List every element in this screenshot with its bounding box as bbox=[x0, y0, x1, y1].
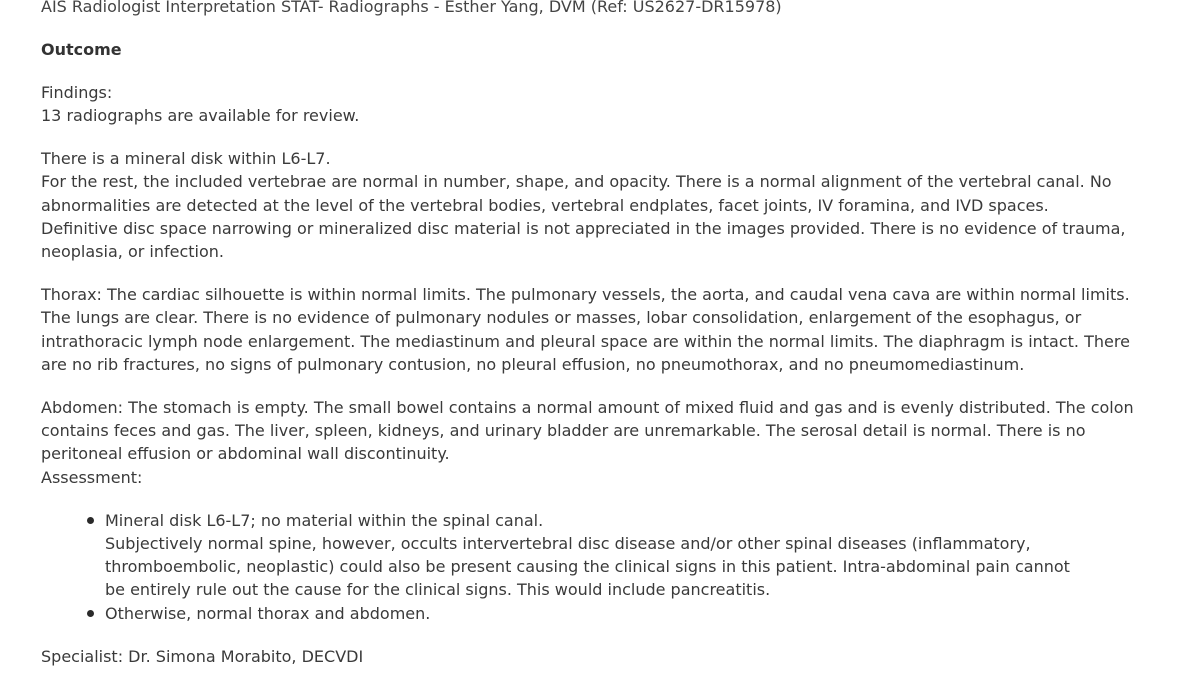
abdomen-paragraph bbox=[41, 396, 1151, 489]
spine-line: neoplasia, or infection. bbox=[41, 242, 224, 262]
outcome-heading-text: Outcome bbox=[41, 40, 122, 60]
spine-line: abnormalities are detected at the level of the vertebral bodies, vertebral endplates, facet joints, IV foramina, and IVD spaces. bbox=[41, 195, 1049, 215]
assessment-item-line: Mineral disk L6-L7; no material within the spinal canal. bbox=[105, 510, 544, 530]
assessment-item bbox=[105, 509, 1151, 602]
spine-line: There is a mineral disk within L6-L7. bbox=[41, 149, 331, 169]
abdomen-line: contains feces and gas. The liver, spleen, kidneys, and urinary bladder are unremarkable. The serosal detail is normal. There is no bbox=[41, 421, 1086, 441]
assessment-item-line: Subjectively normal spine, however, occults intervertebral disc disease and/or other spinal diseases (inflammatory, bbox=[105, 533, 1031, 553]
assessment-item bbox=[105, 602, 1151, 625]
assessment-list bbox=[41, 509, 1151, 625]
spine-line: For the rest, the included vertebrae are normal in number, shape, and opacity. There is a normal alignment of the vertebral canal. No bbox=[41, 172, 1112, 192]
abdomen-line: Abdomen: The stomach is empty. The small bowel contains a normal amount of mixed fluid and gas and is evenly distributed. The colon bbox=[41, 397, 1134, 417]
thorax-paragraph bbox=[41, 283, 1151, 376]
report-header bbox=[41, 0, 1151, 18]
thorax-line: Thorax: The cardiac silhouette is within normal limits. The pulmonary vessels, the aorta, and caudal vena cava are within normal limits. bbox=[41, 285, 1130, 305]
outcome-heading bbox=[41, 38, 1151, 61]
assessment-item-line: be entirely rule out the cause for the clinical signs. This would include pancreatitis. bbox=[105, 580, 771, 600]
spine-line: Definitive disc space narrowing or mineralized disc material is not appreciated in the images provided. There is no evidence of trauma, bbox=[41, 219, 1126, 239]
thorax-line: are no rib fractures, no signs of pulmonary contusion, no pleural effusion, no pneumothorax, and no pneumomediastinum. bbox=[41, 355, 1025, 375]
spine-paragraph bbox=[41, 147, 1151, 263]
assessment-item-line: thromboembolic, neoplastic) could also be present causing the clinical signs in this patient. Intra-abdominal pain cannot bbox=[105, 557, 1070, 577]
specialist-signature bbox=[41, 645, 1151, 668]
findings-line: 13 radiographs are available for review. bbox=[41, 106, 360, 126]
report-document bbox=[41, 0, 1151, 668]
specialist-text: Specialist: Dr. Simona Morabito, DECVDI bbox=[41, 646, 364, 666]
findings-label: Findings: bbox=[41, 83, 113, 103]
report-header-text: AIS Radiologist Interpretation STAT- Radiographs - Esther Yang, DVM (Ref: US2627-DR15978) bbox=[41, 0, 782, 16]
thorax-line: intrathoracic lymph node enlargement. The mediastinum and pleural space are within the normal limits. The diaphragm is intact. There bbox=[41, 331, 1130, 351]
findings-section bbox=[41, 81, 1151, 128]
assessment-item-line: Otherwise, normal thorax and abdomen. bbox=[105, 603, 431, 623]
thorax-line: The lungs are clear. There is no evidence of pulmonary nodules or masses, lobar consolidation, enlargement of the esophagus, or bbox=[41, 308, 1082, 328]
abdomen-line: peritoneal effusion or abdominal wall discontinuity. bbox=[41, 444, 450, 464]
assessment-label: Assessment: bbox=[41, 467, 143, 487]
